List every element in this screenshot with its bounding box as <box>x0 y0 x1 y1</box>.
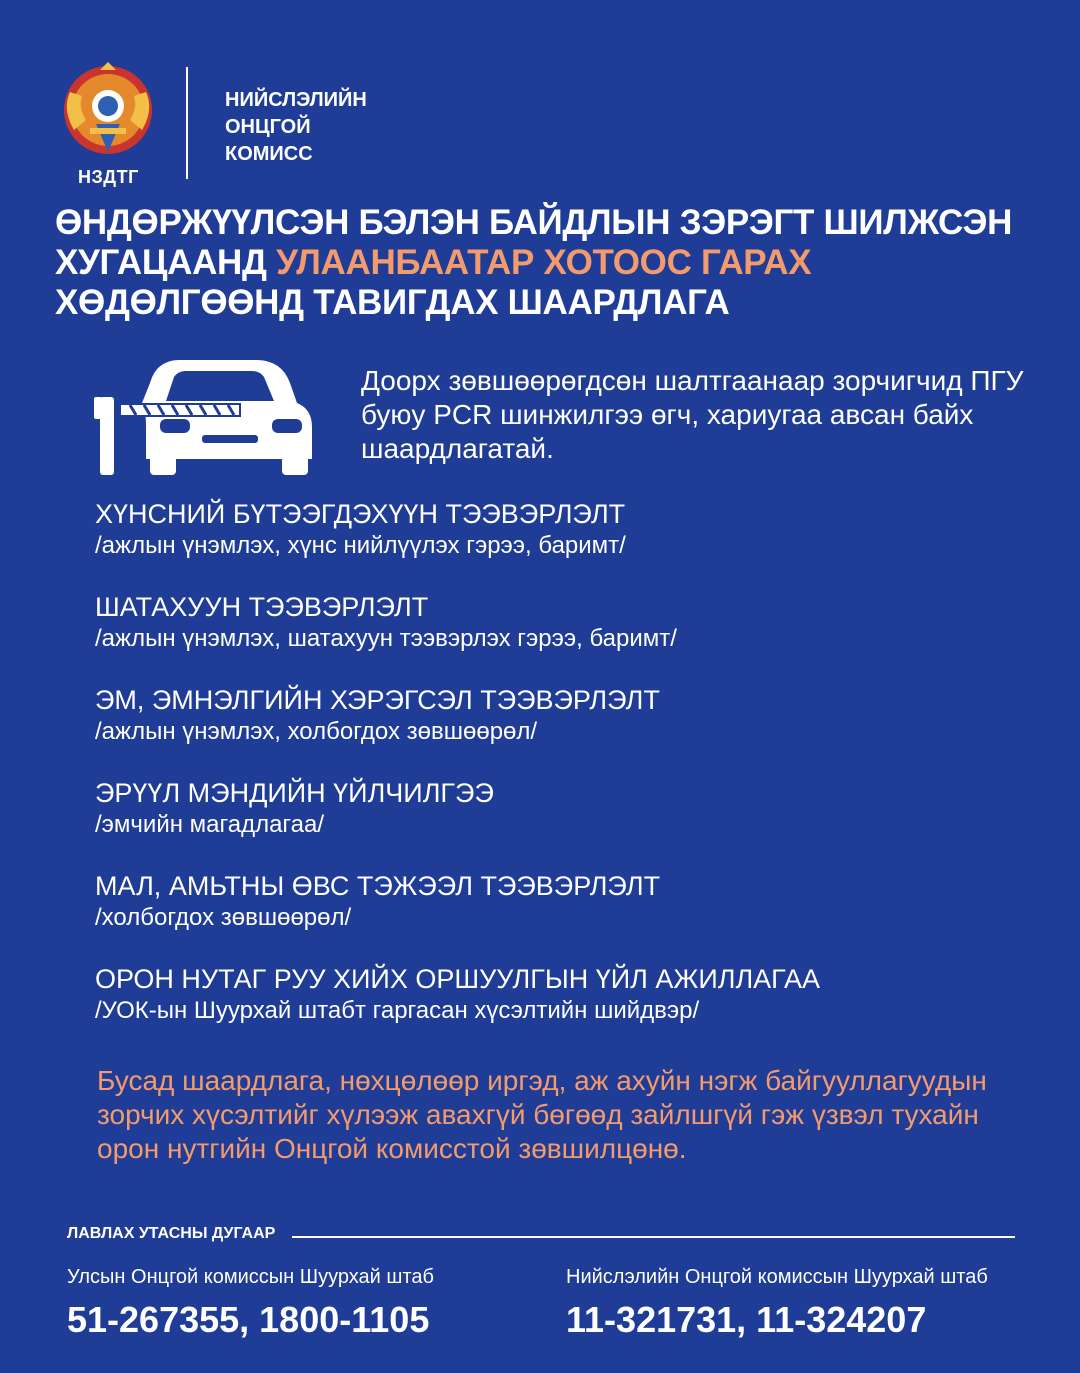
category-docs: /ажлын үнэмлэх, холбогдох зөвшөөрөл/ <box>95 718 538 745</box>
list-item <box>95 590 1045 683</box>
reference-phone-label: ЛАВЛАХ УТАСНЫ ДУГААР <box>67 1225 276 1242</box>
org-name-line: ОНЦГОЙ <box>225 116 311 138</box>
category-title: ШАТАХУУН ТЭЭВЭРЛЭЛТ <box>95 592 429 622</box>
list-item <box>95 683 1045 776</box>
contact-phones: 11-321731, 11-324207 <box>566 1299 927 1340</box>
title-part-1: ӨНДӨРЖҮҮЛСЭН БЭЛЭН БАЙДЛЫН ЗЭРЭГТ ШИЛЖСЭН ХУГАЦААНД <box>55 203 1013 282</box>
category-docs: /холбогдох зөвшөөрөл/ <box>95 904 352 931</box>
category-title: МАЛ, АМЬТНЫ ӨВС ТЭЖЭЭЛ ТЭЭВЭРЛЭЛТ <box>95 871 661 901</box>
emblem-label: НЗДТГ <box>78 167 139 187</box>
category-title: ЭРҮҮЛ МЭНДИЙН ҮЙЛЧИЛГЭЭ <box>95 778 494 808</box>
contact-capital <box>566 1264 988 1342</box>
contact-name: Улсын Онцгой комиссын Шуурхай штаб <box>67 1266 434 1288</box>
category-docs: /УОК-ын Шуурхай штабт гаргасан хүсэлтийн шийдвэр/ <box>95 997 700 1024</box>
org-name-line: КОМИСС <box>225 143 313 165</box>
warning-note: Бусад шаардлага, нөхцөлөөр иргэд, аж ахуйн нэгж байгууллагуудын зорчих хүсэлтийг хүлээж авахгүй бөгөөд зайлшгүй гэж үзвэл тухайн орон нутгийн Онцгой комисстой зөвшилцөнө. <box>97 1065 987 1164</box>
contact-national <box>67 1264 434 1342</box>
title-part-2: ХӨДӨЛГӨӨНД ТАВИГДАХ ШААРДЛАГА <box>55 283 730 322</box>
list-item <box>95 962 1045 1055</box>
contact-name: Нийслэлийн Онцгой комиссын Шуурхай штаб <box>566 1266 988 1288</box>
category-title: ХҮНСНИЙ БҮТЭЭГДЭХҮҮН ТЭЭВЭРЛЭЛТ <box>95 499 626 529</box>
org-name-line: НИЙСЛЭЛИЙН <box>225 89 367 111</box>
header-divider <box>186 67 188 179</box>
category-docs: /эмчийн магадлагаа/ <box>95 811 325 838</box>
reference-divider <box>292 1236 1015 1238</box>
list-item <box>95 869 1045 962</box>
category-title: ЭМ, ЭМНЭЛГИЙН ХЭРЭГСЭЛ ТЭЭВЭРЛЭЛТ <box>95 685 660 715</box>
category-title: ОРОН НУТАГ РУУ ХИЙХ ОРШУУЛГЫН ҮЙЛ АЖИЛЛАГАА <box>95 964 821 994</box>
state-emblem-icon <box>60 62 156 158</box>
header <box>60 62 420 192</box>
car-barrier-icon <box>92 355 317 480</box>
title-accent: УЛААНБААТАР ХОТООС ГАРАХ <box>276 243 812 282</box>
main-title <box>55 203 1035 323</box>
category-list <box>95 497 1045 1055</box>
list-item <box>95 497 1045 590</box>
organization-name <box>225 87 367 168</box>
category-docs: /ажлын үнэмлэх, хүнс нийлүүлэх гэрээ, баримт/ <box>95 532 626 559</box>
category-docs: /ажлын үнэмлэх, шатахуун тээвэрлэх гэрээ, баримт/ <box>95 625 677 652</box>
contact-phones: 51-267355, 1800-1105 <box>67 1299 430 1340</box>
list-item <box>95 776 1045 869</box>
intro-text: Доорх зөвшөөрөгдсөн шалтгаанаар зорчигчид ПГУ буюу PCR шинжилгээ өгч, хариугаа авсан байх шаардлагатай. <box>361 365 1024 464</box>
